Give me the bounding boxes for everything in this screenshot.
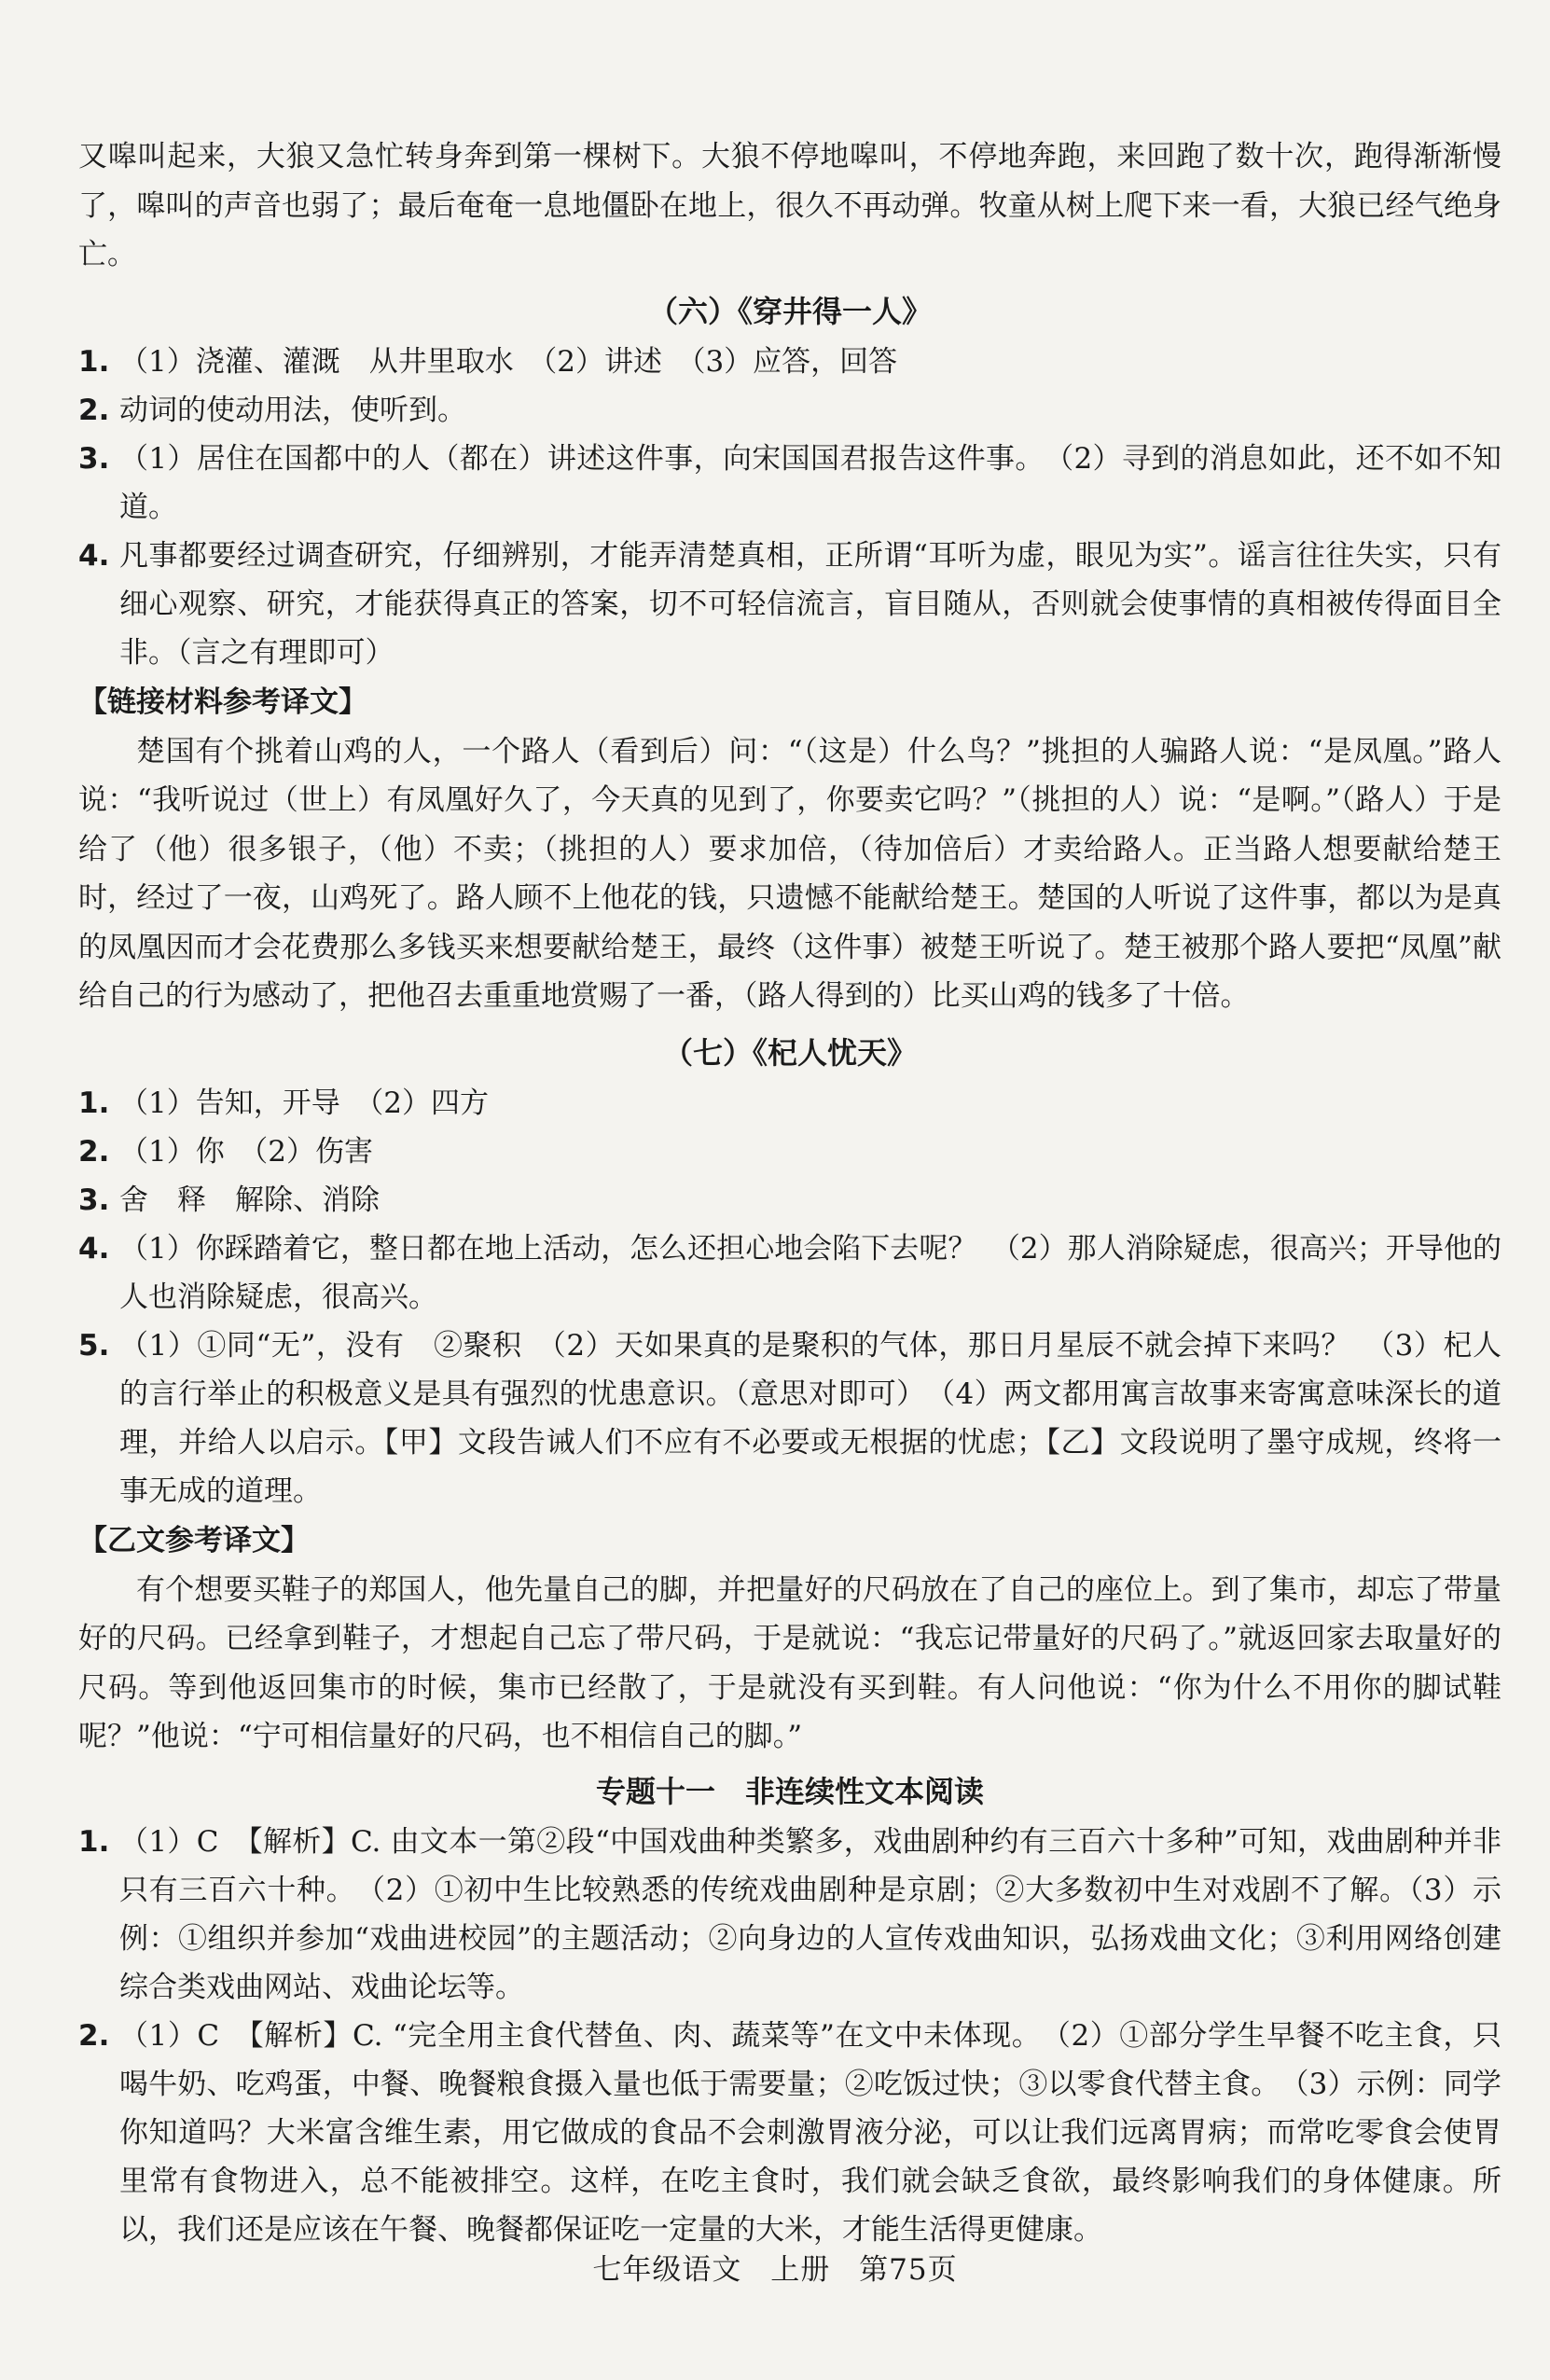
item-text: （1）你 （2）伤害 [119,1134,373,1169]
item-text: 动词的使动用法，使听到。 [119,393,466,427]
list-item [78,1225,1502,1321]
footer-page-number: 第75页 [859,2253,958,2287]
list-item [78,435,1502,532]
footer-grade-subject: 七年级语文 [592,2253,742,2287]
section-7-translation-text: 有个想要买鞋子的郑国人，他先量自己的脚，并把量好的尺码放在了自己的座位上。到了集市，却忘了带量好的尺码。已经拿到鞋子，才想起自己忘了带尺码，于是就说：“我忘记带量好的尺码了。”就返回家去取量好的尺码。等到他返回集市的时候，集市已经散了，于是就没有买到鞋。有人问他说：“你为什么不用你的脚试鞋呢？”他说：“宁可相信量好的尺码，也不相信自己的脚。” [78,1572,1502,1753]
item-text: （1）告知，开导 （2）四方 [119,1086,489,1120]
list-item [78,1079,1502,1128]
list-item [78,386,1502,435]
list-item [78,1128,1502,1176]
item-text: （1）①同“无”，没有 ②聚积 （2）天如果真的是聚积的气体，那日月星辰不就会掉下来吗？ （3）杞人的言行举止的积极意义是具有强烈的忧患意识。（意思对即可） （4）两文都用寓言故事来寄寓意味深长的道理，并给人以启示。【甲】文段告诫人们不应有不必要或无根据的忧虑；【乙】文段说明了墨守成规，终将一事无成的道理。 [119,1328,1502,1508]
list-item [78,338,1502,386]
item-number: 2. [78,1134,110,1169]
item-number: 3. [78,441,110,476]
answer-page [78,132,1502,2254]
item-number: 1. [78,1086,110,1120]
item-number: 2. [78,393,110,427]
item-text: （1）居住在国都中的人（都在）讲述这件事，向宋国国君报告这件事。 （2）寻到的消息如此，还不如不知道。 [119,441,1502,524]
item-text: （1）你踩踏着它，整日都在地上活动，怎么还担心地会陷下去呢？ （2）那人消除疑虑，很高兴；开导他的人也消除疑虑，很高兴。 [119,1231,1502,1314]
intro-paragraph: 又嗥叫起来，大狼又急忙转身奔到第一棵树下。大狼不停地嗥叫，不停地奔跑，来回跑了数十次，跑得渐渐慢了，嗥叫的声音也弱了；最后奄奄一息地僵卧在地上，很久不再动弹。牧童从树上爬下来一看，大狼已经气绝身亡。 [78,140,1502,271]
section-7-title: （七）《杞人忧天》 [662,1034,917,1071]
list-item [78,1321,1502,1515]
page-footer [0,2246,1550,2288]
section-7-translation-title: 【乙文参考译文】 [78,1523,310,1557]
item-text: （1）浇灌、灌溉 从井里取水 （2）讲述 （3）应答，回答 [119,344,898,379]
section-6-title: （六）《穿井得一人》 [647,293,932,329]
section-6-translation-title: 【链接材料参考译文】 [78,685,367,719]
list-item [78,1176,1502,1225]
item-number: 4. [78,1231,110,1266]
item-number: 5. [78,1328,110,1363]
item-number: 1. [78,344,110,379]
footer-volume: 上册 [770,2253,831,2287]
item-text: （1）C 【解析】C. 由文本一第②段“中国戏曲种类繁多，戏曲剧种约有三百六十多种”可知，戏曲剧种并非只有三百六十种。 （2）①初中生比较熟悉的传统戏曲剧种是京剧；②大多数初中生对戏剧不了解。（3）示例：①组织并参加“戏曲进校园”的主题活动；②向身边的人宣传戏曲知识，弘扬戏曲文化；③利用网络创建综合类戏曲网站、戏曲论坛等。 [119,1824,1502,2004]
list-item [78,1818,1502,2012]
item-text: 凡事都要经过调查研究，仔细辨别，才能弄清楚真相，正所谓“耳听为虚，眼见为实”。谣言往往失实，只有细心观察、研究，才能获得真正的答案，切不可轻信流言，盲目随从，否则就会使事情的真相被传得面目全非。（言之有理即可） [119,538,1502,670]
item-text: （1）C 【解析】C. “完全用主食代替鱼、肉、蔬菜等”在文中未体现。 （2）①部分学生早餐不吃主食，只喝牛奶、吃鸡蛋，中餐、晚餐粮食摄入量也低于需要量；②吃饭过快；③以零食代替主食。 （3）示例：同学你知道吗？大米富含维生素，用它做成的食品不会刺激胃液分泌，可以让我们远离胃病；而常吃零食会使胃里常有食物进入，总不能被排空。这样，在吃主食时，我们就会缺乏食欲，最终影响我们的身体健康。所以，我们还是应该在午餐、晚餐都保证吃一定量的大米，才能生活得更健康。 [119,2018,1502,2247]
item-text: 舍 释 解除、消除 [119,1183,380,1217]
item-number: 3. [78,1183,110,1217]
list-item [78,532,1502,677]
list-item [78,2012,1502,2254]
item-number: 1. [78,1824,110,1859]
section-6-translation-text: 楚国有个挑着山鸡的人，一个路人（看到后）问：“（这是）什么鸟？”挑担的人骗路人说：“是凤凰。”路人说：“我听说过（世上）有凤凰好久了，今天真的见到了，你要卖它吗？”（挑担的人）说：“是啊。”（路人）于是给了（他）很多银子，（他）不卖；（挑担的人）要求加倍，（待加倍后）才卖给路人。正当路人想要献给楚王时，经过了一夜，山鸡死了。路人顾不上他花的钱，只遗憾不能献给楚王。楚国的人听说了这件事，都以为是真的凤凰因而才会花费那么多钱买来想要献给楚王，最终（这件事）被楚王听说了。楚王被那个路人要把“凤凰”献给自己的行为感动了，把他召去重重地赏赐了一番，（路人得到的）比买山鸡的钱多了十倍。 [78,734,1502,1013]
item-number: 4. [78,538,110,573]
item-number: 2. [78,2018,110,2053]
topic-11-title: 专题十一 非连续性文本阅读 [595,1773,984,1809]
